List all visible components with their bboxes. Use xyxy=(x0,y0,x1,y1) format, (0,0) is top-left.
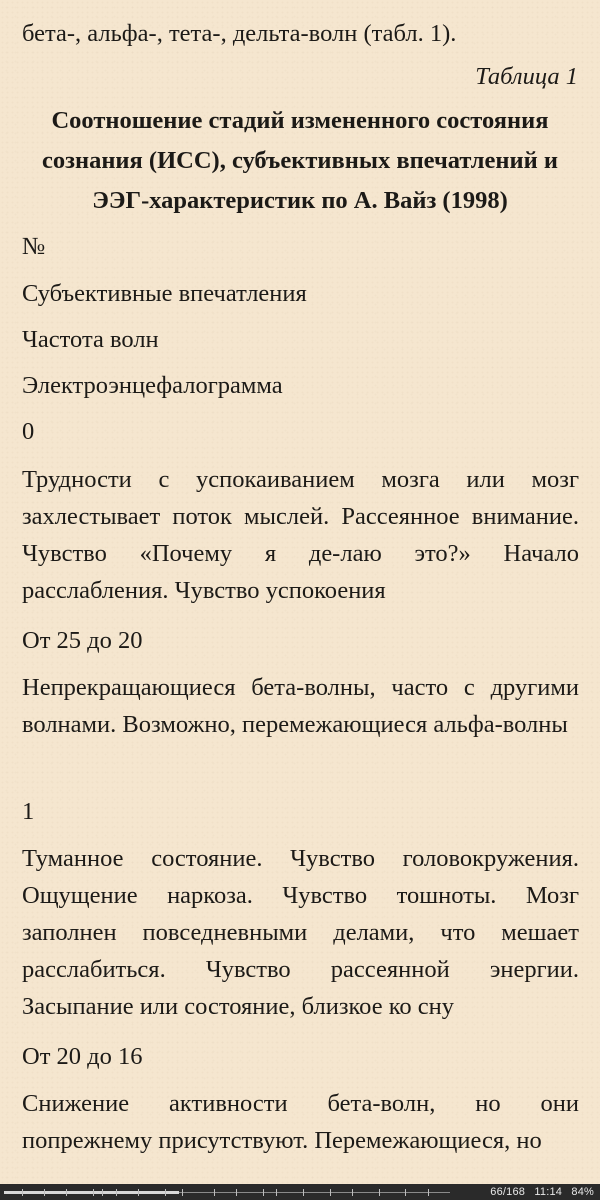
row-1-eeg: Снижение активности бета-волн, но они попрежнему присутствуют. Перемежающиеся, но xyxy=(22,1090,579,1154)
page-position: 66/168 xyxy=(490,1186,526,1198)
chapter-tick xyxy=(214,1189,215,1196)
table-title: Соотношение стадий измененного состояния сознания (ИСС), субъективных впечатлений и ЭЭГ-характеристик по А. Вайз (1998) xyxy=(41,107,559,214)
row-0-frequency: От 25 до 20 xyxy=(22,627,143,654)
row-1-frequency: От 20 до 16 xyxy=(22,1043,143,1070)
chapter-tick xyxy=(303,1189,304,1196)
reading-progress-bar[interactable] xyxy=(4,1189,450,1195)
row-0-number: 0 xyxy=(22,418,35,445)
chapter-tick xyxy=(93,1189,94,1196)
chapter-tick xyxy=(263,1189,264,1196)
column-header-frequency: Частота волн xyxy=(22,326,159,353)
chapter-tick xyxy=(428,1189,429,1196)
chapter-tick xyxy=(138,1189,139,1196)
chapter-tick xyxy=(236,1189,237,1196)
chapter-tick xyxy=(165,1189,166,1196)
chapter-tick xyxy=(379,1189,380,1196)
row-1-impressions: Туманное состояние. Чувство головокружения. Ощущение наркоза. Чувство тошноты. Мозг заполнен повседневными делами, что мешает расслабиться. Чувство рассеянной энергии. Засыпание или состояние, близкое ко сну xyxy=(22,845,579,1020)
row-0-eeg: Непрекращающиеся бета-волны, часто с другими волнами. Возможно, перемежающиеся альфа-волны xyxy=(22,674,579,738)
intro-line: бета-, альфа-, тета-, дельта-волн (табл. 1). xyxy=(22,20,457,47)
chapter-tick xyxy=(352,1189,353,1196)
chapter-tick xyxy=(330,1189,331,1196)
status-info xyxy=(484,1184,594,1200)
column-header-eeg: Электроэнцефалограмма xyxy=(22,372,283,399)
battery-level: 84% xyxy=(571,1186,594,1198)
chapter-tick xyxy=(102,1189,103,1196)
row-0-impressions: Трудности с успокаиванием мозга или мозг захлестывает поток мыслей. Рассеянное внимание. Чувство «Почему я де-лаю это?» Начало расслабления. Чувство успокоения xyxy=(22,466,579,604)
row-1-number: 1 xyxy=(22,798,35,825)
chapter-tick xyxy=(22,1189,23,1196)
clock: 11:14 xyxy=(534,1186,563,1198)
reader-status-bar xyxy=(0,1184,600,1200)
progress-fill xyxy=(4,1191,179,1194)
chapter-tick xyxy=(66,1189,67,1196)
chapter-tick xyxy=(182,1189,183,1196)
chapter-tick xyxy=(116,1189,117,1196)
column-header-impressions: Субъективные впечатления xyxy=(22,280,307,307)
table-caption: Таблица 1 xyxy=(475,63,578,90)
chapter-tick xyxy=(44,1189,45,1196)
chapter-tick xyxy=(405,1189,406,1196)
chapter-tick xyxy=(276,1189,277,1196)
column-header-number: № xyxy=(22,233,46,260)
